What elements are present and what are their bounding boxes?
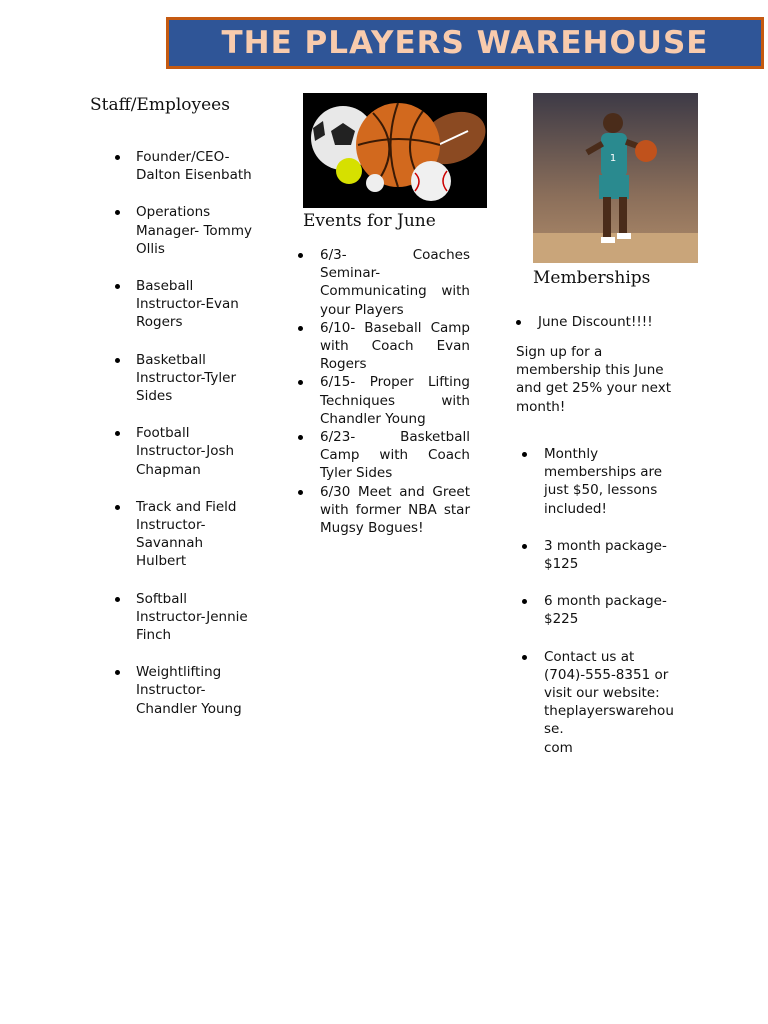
title-banner xyxy=(166,17,764,69)
event-item: 6/23- Basketball Camp with Coach Tyler Sides xyxy=(320,429,470,482)
staff-item: Softball Instructor-Jennie Finch xyxy=(136,590,266,645)
membership-item: 3 month package- $125 xyxy=(544,537,686,573)
discount-list xyxy=(538,313,688,331)
staff-item: Track and Field Instructor- Savannah Hulbert xyxy=(136,498,266,571)
staff-item: Basketball Instructor-Tyler Sides xyxy=(136,351,266,406)
events-heading: Events for June xyxy=(303,211,436,231)
membership-item: Monthly memberships are just $50, lessons included! xyxy=(544,445,686,518)
membership-item: 6 month package- $225 xyxy=(544,592,686,628)
event-item: 6/15- Proper Lifting Techniques with Chandler Young xyxy=(320,374,470,427)
membership-item: Contact us at (704)-555-8351 or visit our website: theplayerswarehou se. com xyxy=(544,648,686,757)
sports-balls-image xyxy=(303,93,487,208)
memberships-heading: Memberships xyxy=(533,268,651,288)
sports-balls-illustration xyxy=(303,93,487,208)
staff-item: Founder/CEO- Dalton Eisenbath xyxy=(136,148,266,184)
staff-list xyxy=(136,129,266,737)
staff-item: Operations Manager- Tommy Ollis xyxy=(136,203,266,258)
staff-item: Baseball Instructor-Evan Rogers xyxy=(136,277,266,332)
discount-item: June Discount!!!! xyxy=(538,313,688,331)
membership-list xyxy=(544,426,686,776)
staff-item: Football Instructor-Josh Chapman xyxy=(136,424,266,479)
svg-text:1: 1 xyxy=(609,153,617,164)
membership-paragraph: Sign up for a membership this June and get 25% your next month! xyxy=(516,344,671,415)
basketball-player-photo xyxy=(533,93,698,263)
event-item: 6/10- Baseball Camp with Coach Evan Rogers xyxy=(320,319,470,373)
staff-item: Weightlifting Instructor- Chandler Young xyxy=(136,663,266,718)
basketball-player-illustration xyxy=(533,93,698,263)
staff-heading: Staff/Employees xyxy=(90,95,230,115)
event-item: 6/3- Coaches Seminar- Communicating with your Players xyxy=(320,247,470,318)
page-title: THE PLAYERS WAREHOUSE xyxy=(221,25,709,61)
events-list xyxy=(320,246,470,537)
event-item: 6/30 Meet and Greet with former NBA star Mugsy Bogues! xyxy=(320,483,470,537)
